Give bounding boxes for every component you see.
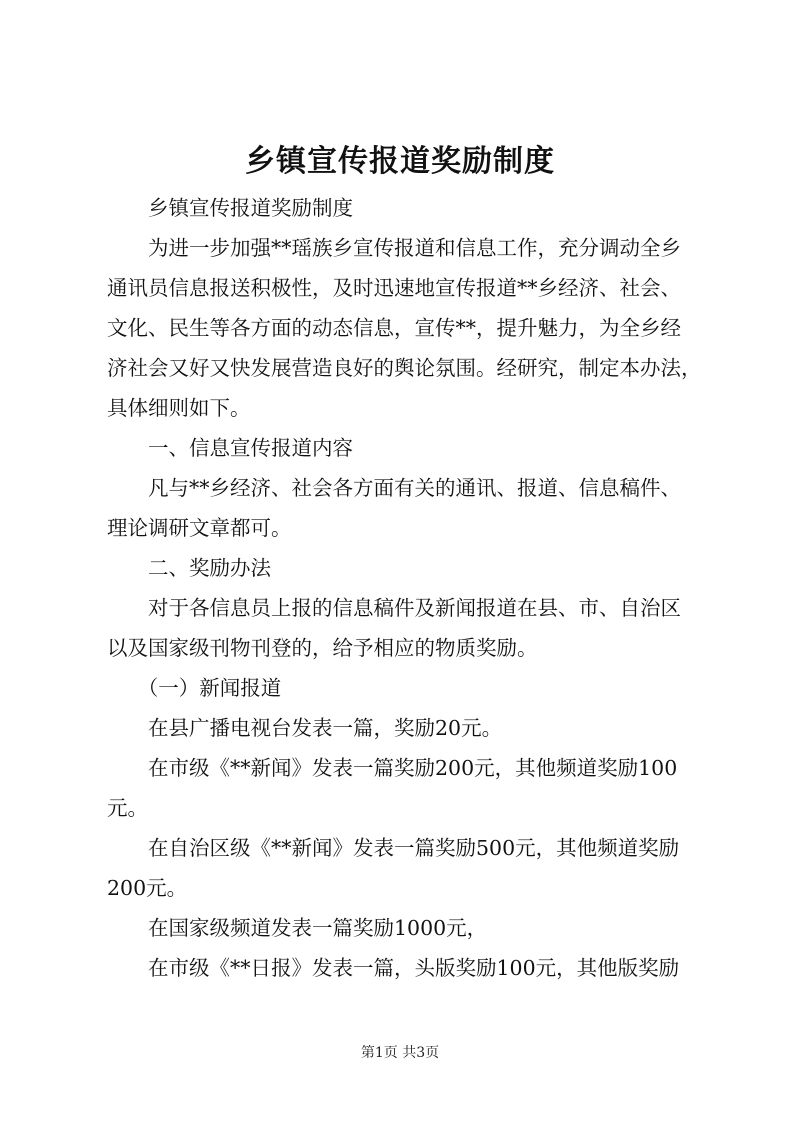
text-line: 在市级《**新闻》发表一篇奖励200元，其他频道奖励100: [148, 756, 678, 780]
text-line: 通讯员信息报送积极性，及时迅速地宣传报道**乡经济、社会、: [107, 276, 681, 300]
paragraph-reward-scope: [107, 588, 707, 668]
paragraph-national: [107, 908, 707, 948]
text-line: 文化、民生等各方面的动态信息，宣传**，提升魅力，为全乡经: [107, 316, 681, 340]
text-line: 二、奖励办法: [148, 556, 271, 580]
paragraph-city-news: [107, 748, 707, 828]
text-line: 以及国家级刊物刊登的，给予相应的物质奖励。: [107, 636, 538, 660]
text-line: 济社会又好又快发展营造良好的舆论氛围。经研究，制定本办法，: [107, 356, 702, 380]
text-line: （一）新闻报道: [137, 676, 282, 700]
page-footer: 第1页 共3页: [360, 1045, 440, 1061]
section-heading-1: [107, 428, 707, 468]
text-line: 理论调研文章都可。: [107, 516, 292, 540]
text-line: 凡与**乡经济、社会各方面有关的通讯、报道、信息稿件、: [148, 476, 681, 500]
text-line: 对于各信息员上报的信息稿件及新闻报道在县、市、自治区: [148, 596, 681, 620]
text-line: 元。: [107, 796, 148, 820]
text-line: 乡镇宣传报道奖励制度: [148, 196, 353, 220]
paragraph-content-scope: [107, 468, 707, 548]
paragraph-county-tv: [107, 708, 707, 748]
section-heading-2: [107, 548, 707, 588]
text-line: 一、信息宣传报道内容: [148, 436, 353, 460]
text-line: 具体细则如下。: [107, 396, 251, 420]
text-line: 在国家级频道发表一篇奖励1000元，: [148, 916, 488, 940]
paragraph-city-daily: [107, 948, 707, 988]
text-line: 在自治区级《**新闻》发表一篇奖励500元，其他频道奖励: [148, 836, 680, 860]
text-line: 为进一步加强**瑶族乡宣传报道和信息工作，充分调动全乡: [148, 236, 681, 260]
document-title: 乡镇宣传报道奖励制度: [245, 144, 555, 179]
paragraph-intro: [107, 228, 707, 428]
text-line: 200元。: [107, 876, 188, 900]
subsection-heading-news: [107, 668, 707, 708]
text-line: 在县广播电视台发表一篇，奖励20元。: [148, 716, 503, 740]
paragraph-subtitle: [107, 188, 707, 228]
document-body: [107, 188, 707, 988]
text-line: 在市级《**日报》发表一篇，头版奖励100元，其他版奖励: [148, 956, 680, 980]
paragraph-region-news: [107, 828, 707, 908]
